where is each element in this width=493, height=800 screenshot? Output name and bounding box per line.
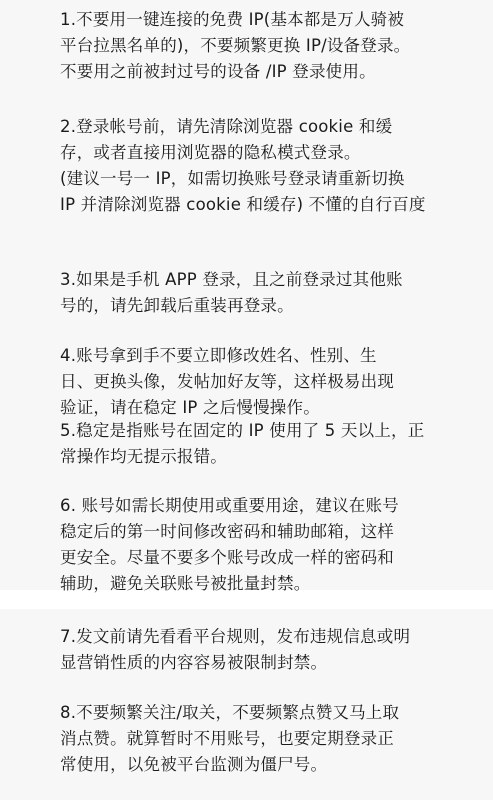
rule-item-4 (60, 343, 480, 421)
rule-line: 更安全。尽量不要多个账号改成一样的密码和 (60, 548, 394, 567)
rule-line: (建议一号一 IP，如需切换账号登录请重新切换 (60, 169, 405, 188)
rule-line: 验证，请在稳定 IP 之后慢慢操作。 (60, 398, 320, 417)
rule-line: 平台拉黑名单的)，不要频繁更换 IP/设备登录。 (60, 36, 411, 55)
rule-line: 常操作均无提示报错。 (60, 447, 227, 466)
rule-line: 常使用，以免被平台监测为僵尸号。 (60, 755, 328, 774)
rule-line: 辅助，避免关联账号被批量封禁。 (60, 574, 311, 593)
rule-line: 消点赞。就算暂时不用账号，也要定期登录正 (60, 729, 394, 748)
rule-item-6 (60, 493, 480, 597)
rule-item-7 (60, 624, 480, 676)
rule-line: 稳定后的第一时间修改密码和辅助邮箱，这样 (60, 522, 394, 541)
rule-line: 5.稳定是指账号在固定的 IP 使用了 5 天以上，正 (60, 421, 425, 440)
rule-item-3 (60, 267, 480, 319)
rule-line: 存，或者直接用浏览器的隐私模式登录。 (60, 143, 361, 162)
rule-line: 号的，请先卸载后重装再登录。 (60, 296, 294, 315)
rule-line: 6. 账号如需长期使用或重要用途，建议在账号 (60, 496, 399, 515)
rule-line: IP 并清除浏览器 cookie 和缓存) 不懂的自行百度 (60, 195, 426, 214)
rule-line: 显营销性质的内容容易被限制封禁。 (60, 653, 328, 672)
rule-item-1 (60, 7, 480, 85)
rule-line: 2.登录帐号前，请先清除浏览器 cookie 和缓 (60, 117, 393, 136)
rule-line: 8.不要频繁关注/取关，不要频繁点赞又马上取 (60, 703, 400, 722)
rule-line: 日、更换头像，发帖加好友等，这样极易出现 (60, 372, 394, 391)
rule-item-2 (60, 114, 480, 218)
rule-line: 1.不要用一键连接的免费 IP(基本都是万人骑被 (60, 10, 405, 29)
rule-line: 不要用之前被封过号的设备 /IP 登录使用。 (60, 62, 376, 81)
rule-line: 4.账号拿到手不要立即修改姓名、性别、生 (60, 346, 377, 365)
rule-item-5 (60, 418, 480, 470)
rule-item-8 (60, 700, 480, 778)
rule-line: 7.发文前请先看看平台规则，发布违规信息或明 (60, 627, 411, 646)
rule-line: 3.如果是手机 APP 登录，且之前登录过其他账 (60, 270, 403, 289)
